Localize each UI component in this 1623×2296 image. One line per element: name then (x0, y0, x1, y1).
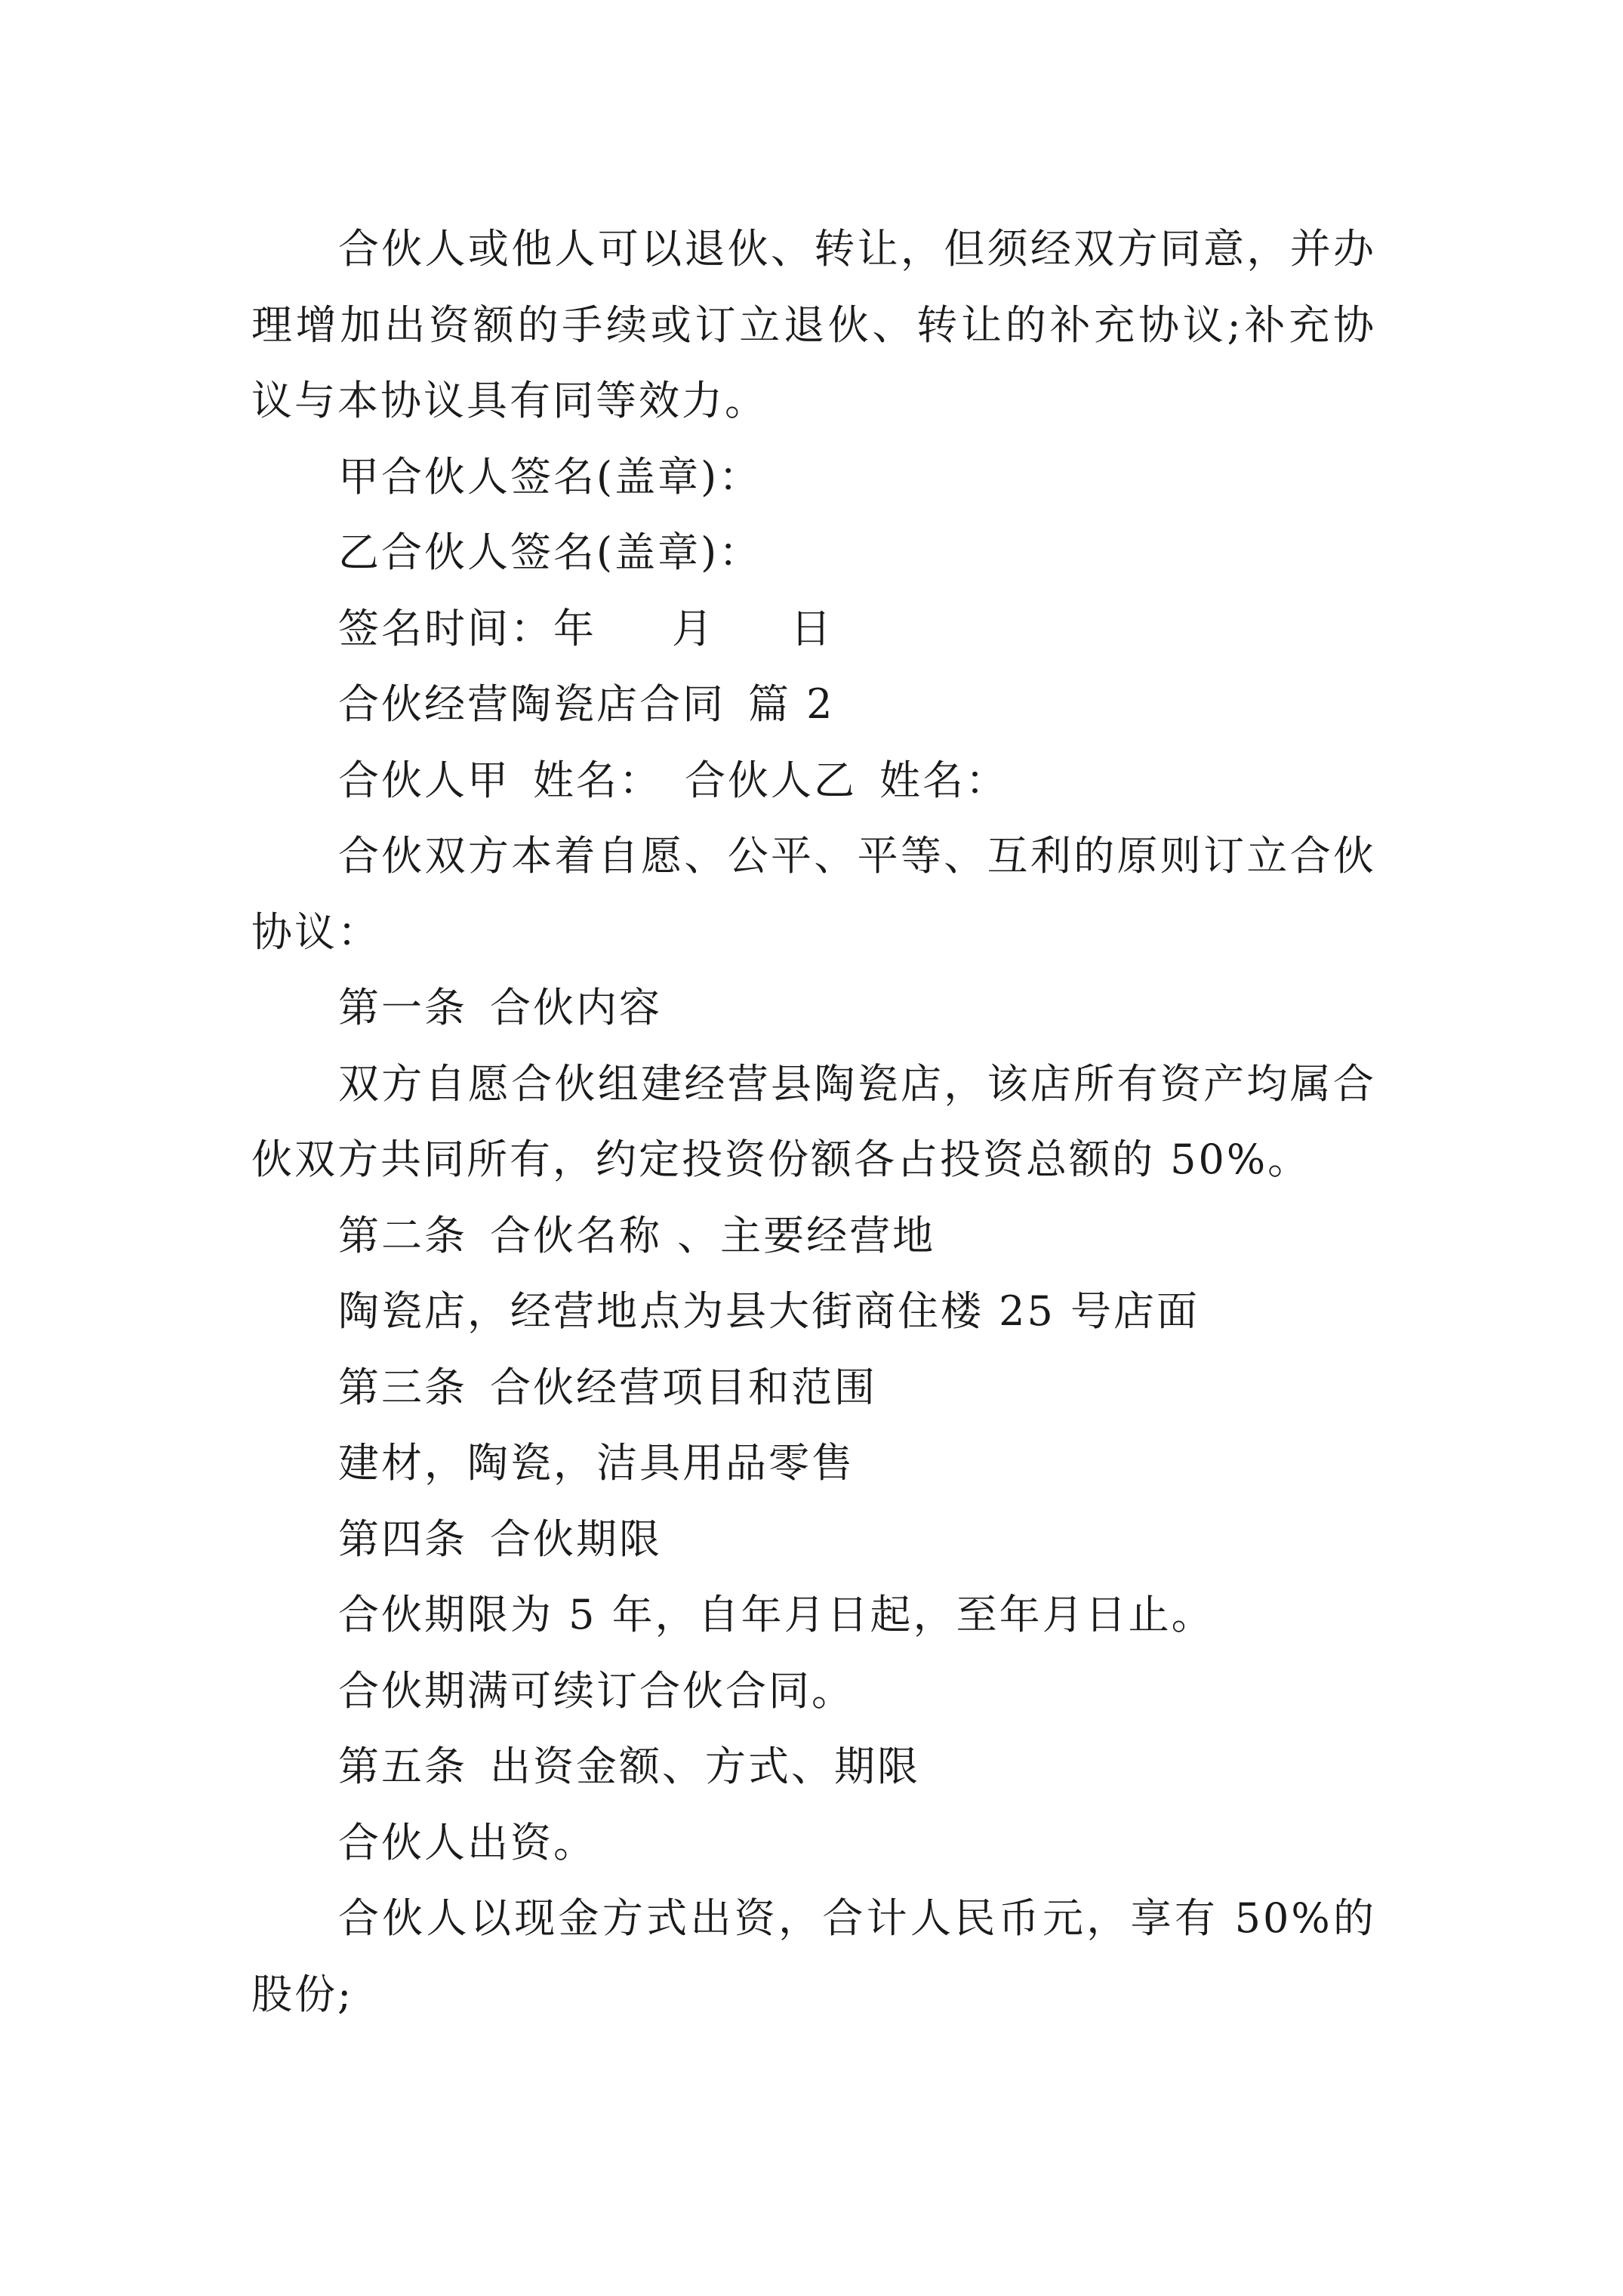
document-body (251, 211, 1376, 2032)
paragraph-cash-contribution: 合伙人以现金方式出资，合计人民币元，享有 50%的股份; (251, 1894, 1376, 2018)
article-3-heading (251, 1350, 1376, 1426)
section-heading-part-2 (251, 667, 1376, 743)
article-4-heading (251, 1502, 1376, 1578)
paragraph-capital-contribution: 合伙人出资。 (338, 1818, 596, 1866)
partner-b-name-label: 姓名： (879, 756, 1009, 804)
date-year: 年 (553, 604, 596, 652)
article-5-heading (251, 1729, 1376, 1805)
paragraph-partnership-content: 双方自愿合伙组建经营县陶瓷店，该店所有资产均属合伙双方共同所有，约定投资份额各占投资总额的 50%。 (251, 1059, 1376, 1183)
partner-b-label: 合伙人乙 (685, 756, 857, 804)
paragraph-term-renewal: 合伙期满可续订合伙合同。 (338, 1666, 855, 1715)
paragraph-withdrawal-clause: 合伙人或他人可以退伙、转让，但须经双方同意，并办理增加出资额的手续或订立退伙、转让的补充协议;补充协议与本协议具有同等效力。 (251, 225, 1376, 424)
article-number: 第四条 (338, 1515, 467, 1563)
article-1-heading (251, 970, 1376, 1046)
article-title: 出资金额、方式、期限 (490, 1743, 920, 1790)
article-number: 第三条 (338, 1363, 467, 1411)
article-number: 第一条 (338, 984, 467, 1031)
signature-date-label: 签名时间： (338, 604, 553, 652)
article-title: 合伙期限 (490, 1515, 662, 1563)
contract-title: 合伙经营陶瓷店合同 (338, 680, 725, 728)
paragraph-principles: 合伙双方本着自愿、公平、平等、互利的原则订立合伙协议： (251, 832, 1376, 956)
article-title: 合伙名称 、主要经营地 (490, 1211, 936, 1259)
article-title: 合伙内容 (490, 984, 662, 1031)
partner-a-label: 合伙人甲 (338, 756, 510, 804)
partner-a-name-label: 姓名： (533, 756, 662, 804)
article-number: 第二条 (338, 1211, 467, 1259)
partner-names-line (251, 743, 1376, 819)
partner-b-signature-line: 乙合伙人签名(盖章)： (338, 529, 762, 576)
article-title: 合伙经营项目和范围 (490, 1363, 877, 1411)
signature-date-line (251, 591, 1376, 667)
date-month: 月 (672, 604, 715, 652)
paragraph-business-scope: 建材，陶瓷，洁具用品零售 (338, 1439, 855, 1487)
paragraph-business-location: 陶瓷店，经营地点为县大街商住楼 25 号店面 (338, 1287, 1200, 1335)
paragraph-partnership-term: 合伙期限为 5 年，自年月日起，至年月日止。 (338, 1591, 1215, 1638)
date-day: 日 (790, 604, 833, 652)
article-2-heading (251, 1198, 1376, 1274)
partner-a-signature-line: 甲合伙人签名(盖章)： (338, 452, 762, 501)
part-number: 篇 2 (748, 680, 835, 728)
article-number: 第五条 (338, 1743, 467, 1790)
